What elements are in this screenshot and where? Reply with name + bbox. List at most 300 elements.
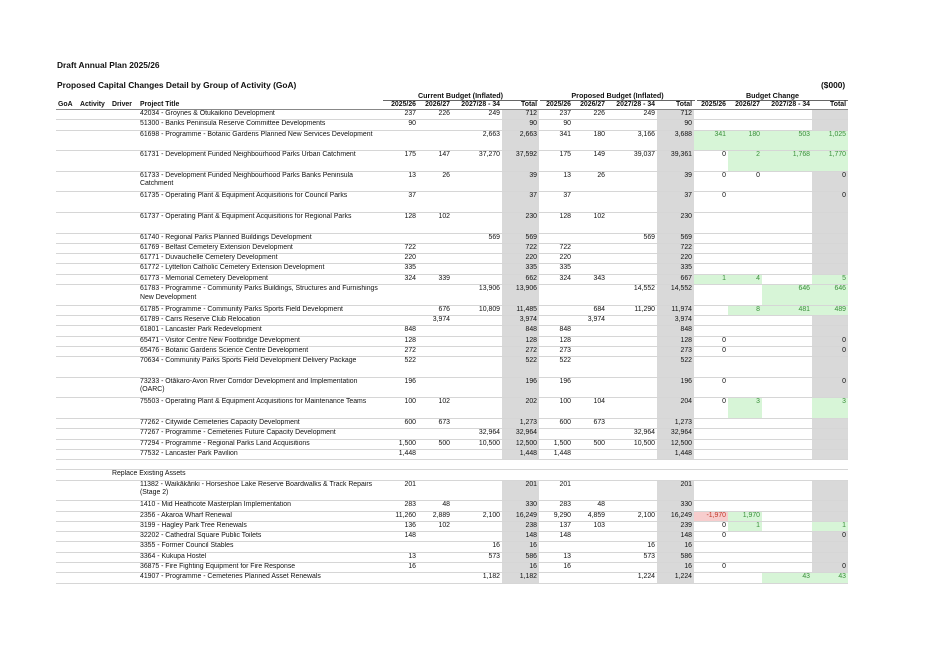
project-title-cell: 11382 - Waikākāriki - Horseshoe Lake Reserve Boardwalks & Track Repairs (Stage 2) xyxy=(138,480,384,501)
empty-cell xyxy=(110,233,138,243)
table-row xyxy=(56,429,848,439)
current-2027-28-34-cell xyxy=(452,501,502,511)
empty-cell xyxy=(78,480,110,501)
proposed-total-cell: 330 xyxy=(657,501,694,511)
current-2025-26-cell xyxy=(384,573,418,583)
empty-cell xyxy=(78,305,110,315)
proposed-2027-28-34-cell xyxy=(607,212,657,233)
table-row xyxy=(56,120,848,130)
empty-cell xyxy=(78,449,110,459)
proposed-2027-28-34-cell xyxy=(607,377,657,398)
proposed-2025-26-cell: 128 xyxy=(539,212,573,233)
change-total-cell xyxy=(812,315,848,325)
empty-cell xyxy=(110,563,138,573)
proposed-2025-26-cell: 237 xyxy=(539,110,573,120)
empty-cell xyxy=(110,171,138,192)
empty-cell xyxy=(110,326,138,336)
empty-cell xyxy=(110,274,138,284)
change-2025-26-cell xyxy=(694,110,728,120)
col-goa: GoA xyxy=(56,100,78,110)
empty-cell xyxy=(78,439,110,449)
table-row xyxy=(56,439,848,449)
col-current-2026-27: 2026/27 xyxy=(418,100,452,110)
proposed-2027-28-34-cell: 573 xyxy=(607,552,657,562)
project-title-cell: 70634 - Community Parks Sports Field Development Delivery Package xyxy=(138,357,384,378)
change-2027-28-34-cell xyxy=(762,398,812,419)
change-total-cell xyxy=(812,233,848,243)
change-2026-27-cell xyxy=(728,573,762,583)
table-row xyxy=(56,552,848,562)
current-2027-28-34-cell xyxy=(452,120,502,130)
proposed-2027-28-34-cell: 1,224 xyxy=(607,573,657,583)
change-2027-28-34-cell xyxy=(762,511,812,521)
current-2026-27-cell xyxy=(418,377,452,398)
change-total-cell xyxy=(812,110,848,120)
change-2027-28-34-cell xyxy=(762,377,812,398)
current-2027-28-34-cell xyxy=(452,315,502,325)
change-total-cell xyxy=(812,501,848,511)
empty-cell xyxy=(110,120,138,130)
proposed-2026-27-cell xyxy=(573,532,607,542)
current-2026-27-cell xyxy=(418,336,452,346)
project-title-cell: 61735 - Operating Plant & Equipment Acquisitions for Council Parks xyxy=(138,192,384,213)
change-2026-27-cell: 3 xyxy=(728,398,762,419)
empty-cell xyxy=(110,573,138,583)
current-2027-28-34-cell: 573 xyxy=(452,552,502,562)
proposed-2026-27-cell: 226 xyxy=(573,110,607,120)
current-total-cell: 848 xyxy=(502,326,539,336)
empty-cell xyxy=(56,357,78,378)
current-total-cell: 128 xyxy=(502,336,539,346)
current-2025-26-cell: 90 xyxy=(384,120,418,130)
proposed-total-cell: 569 xyxy=(657,233,694,243)
current-2025-26-cell: 16 xyxy=(384,563,418,573)
col-proposed-2027-28-34: 2027/28 - 34 xyxy=(607,100,657,110)
empty-cell xyxy=(78,233,110,243)
change-2025-26-cell xyxy=(694,315,728,325)
empty-cell xyxy=(110,449,138,459)
change-2025-26-cell xyxy=(694,542,728,552)
proposed-2026-27-cell: 673 xyxy=(573,418,607,428)
proposed-2027-28-34-cell: 11,290 xyxy=(607,305,657,315)
change-2026-27-cell xyxy=(728,212,762,233)
proposed-2026-27-cell: 4,859 xyxy=(573,511,607,521)
proposed-total-cell: 335 xyxy=(657,264,694,274)
proposed-2026-27-cell xyxy=(573,429,607,439)
change-2027-28-34-cell xyxy=(762,120,812,130)
empty-cell xyxy=(110,439,138,449)
proposed-2026-27-cell xyxy=(573,254,607,264)
change-2025-26-cell xyxy=(694,418,728,428)
proposed-total-cell: 667 xyxy=(657,274,694,284)
current-2027-28-34-cell: 1,182 xyxy=(452,573,502,583)
change-total-cell xyxy=(812,480,848,501)
change-2027-28-34-cell xyxy=(762,110,812,120)
change-2025-26-cell: 0 xyxy=(694,377,728,398)
empty-cell xyxy=(56,305,78,315)
proposed-2025-26-cell: 273 xyxy=(539,346,573,356)
current-2026-27-cell xyxy=(418,449,452,459)
proposed-2025-26-cell: 201 xyxy=(539,480,573,501)
empty-cell xyxy=(56,212,78,233)
proposed-total-cell: 148 xyxy=(657,532,694,542)
table-row xyxy=(56,532,848,542)
empty-cell xyxy=(78,563,110,573)
proposed-total-cell: 16,249 xyxy=(657,511,694,521)
current-total-cell: 148 xyxy=(502,532,539,542)
change-2027-28-34-cell: 43 xyxy=(762,573,812,583)
proposed-budget-group-header: Proposed Budget (Inflated) xyxy=(540,91,695,101)
current-2026-27-cell: 102 xyxy=(418,212,452,233)
change-2027-28-34-cell xyxy=(762,563,812,573)
empty-cell xyxy=(78,511,110,521)
budget-change-group-header: Budget Change xyxy=(697,91,848,101)
document-title: Draft Annual Plan 2025/26 xyxy=(57,60,160,70)
proposed-total-cell: 37 xyxy=(657,192,694,213)
project-title-cell: 3355 - Former Council Stables xyxy=(138,542,384,552)
change-total-cell xyxy=(812,212,848,233)
proposed-total-cell: 16 xyxy=(657,542,694,552)
proposed-total-cell: 16 xyxy=(657,563,694,573)
table-row xyxy=(56,336,848,346)
current-2026-27-cell xyxy=(418,480,452,501)
project-title-cell: 75503 - Operating Plant & Equipment Acquisitions for Maintenance Teams xyxy=(138,398,384,419)
empty-cell xyxy=(56,563,78,573)
proposed-2025-26-cell: 90 xyxy=(539,120,573,130)
empty-cell xyxy=(78,398,110,419)
table-row xyxy=(56,171,848,192)
change-total-cell xyxy=(812,243,848,253)
change-2025-26-cell: -1,970 xyxy=(694,511,728,521)
empty-cell xyxy=(56,120,78,130)
change-total-cell: 43 xyxy=(812,573,848,583)
empty-cell xyxy=(78,336,110,346)
proposed-2027-28-34-cell xyxy=(607,336,657,346)
current-budget-group-header: Current Budget (Inflated) xyxy=(383,91,538,101)
current-2025-26-cell: 324 xyxy=(384,274,418,284)
empty-cell xyxy=(78,264,110,274)
change-total-cell xyxy=(812,418,848,428)
table-row xyxy=(56,130,848,151)
current-2025-26-cell: 13 xyxy=(384,171,418,192)
empty-cell xyxy=(78,192,110,213)
proposed-2027-28-34-cell: 569 xyxy=(607,233,657,243)
change-2027-28-34-cell xyxy=(762,254,812,264)
empty-cell xyxy=(78,110,110,120)
project-title-cell: 1410 - Mid Heathcote Masterplan Implementation xyxy=(138,501,384,511)
empty-cell xyxy=(56,130,78,151)
empty-cell xyxy=(110,130,138,151)
current-2025-26-cell: 522 xyxy=(384,357,418,378)
empty-cell xyxy=(56,254,78,264)
change-2026-27-cell xyxy=(728,120,762,130)
proposed-total-cell: 128 xyxy=(657,336,694,346)
proposed-2025-26-cell xyxy=(539,285,573,306)
change-2027-28-34-cell xyxy=(762,274,812,284)
current-2027-28-34-cell xyxy=(452,521,502,531)
current-total-cell: 662 xyxy=(502,274,539,284)
current-2027-28-34-cell xyxy=(452,346,502,356)
change-2025-26-cell xyxy=(694,254,728,264)
project-title-cell: 61783 - Programme - Community Parks Buildings, Structures and Furnishings New Development xyxy=(138,285,384,306)
spacer-row xyxy=(56,460,848,470)
project-title-cell: 51300 - Banks Peninsula Reserve Committee Developments xyxy=(138,120,384,130)
change-2025-26-cell: 0 xyxy=(694,151,728,172)
change-2025-26-cell xyxy=(694,449,728,459)
current-2026-27-cell xyxy=(418,357,452,378)
project-title-cell: 3364 - Kukupa Hostel xyxy=(138,552,384,562)
empty-cell xyxy=(56,398,78,419)
change-total-cell: 0 xyxy=(812,346,848,356)
current-2025-26-cell: 237 xyxy=(384,110,418,120)
empty-cell xyxy=(110,521,138,531)
empty-cell xyxy=(78,552,110,562)
current-2025-26-cell xyxy=(384,542,418,552)
current-2026-27-cell xyxy=(418,552,452,562)
proposed-2025-26-cell xyxy=(539,305,573,315)
current-2027-28-34-cell xyxy=(452,563,502,573)
table-row xyxy=(56,480,848,501)
change-2027-28-34-cell: 503 xyxy=(762,130,812,151)
proposed-2025-26-cell: 13 xyxy=(539,552,573,562)
proposed-total-cell: 722 xyxy=(657,243,694,253)
proposed-2026-27-cell xyxy=(573,346,607,356)
empty-cell xyxy=(110,336,138,346)
project-title-cell: 36875 - Fire Fighting Equipment for Fire Response xyxy=(138,563,384,573)
change-2026-27-cell xyxy=(728,192,762,213)
empty-cell xyxy=(110,532,138,542)
col-change-2025-26: 2025/26 xyxy=(694,100,728,110)
current-2026-27-cell xyxy=(418,563,452,573)
table-row xyxy=(56,151,848,172)
current-2027-28-34-cell xyxy=(452,357,502,378)
current-2025-26-cell: 201 xyxy=(384,480,418,501)
change-total-cell xyxy=(812,254,848,264)
project-title-cell: 2356 - Akaroa Wharf Renewal xyxy=(138,511,384,521)
project-title-cell: 77532 - Lancaster Park Pavilion xyxy=(138,449,384,459)
change-total-cell xyxy=(812,511,848,521)
table-row xyxy=(56,501,848,511)
project-title-cell: 61731 - Development Funded Neighbourhood Parks Urban Catchment xyxy=(138,151,384,172)
current-2025-26-cell: 272 xyxy=(384,346,418,356)
empty-cell xyxy=(78,377,110,398)
empty-cell xyxy=(56,573,78,583)
proposed-2027-28-34-cell: 10,500 xyxy=(607,439,657,449)
proposed-2026-27-cell: 180 xyxy=(573,130,607,151)
change-2025-26-cell xyxy=(694,326,728,336)
empty-cell xyxy=(56,326,78,336)
proposed-2025-26-cell: 522 xyxy=(539,357,573,378)
project-title-cell: 61737 - Operating Plant & Equipment Acquisitions for Regional Parks xyxy=(138,212,384,233)
project-title-cell: 61769 - Belfast Cemetery Extension Development xyxy=(138,243,384,253)
empty-cell xyxy=(110,552,138,562)
proposed-2025-26-cell xyxy=(539,315,573,325)
current-2026-27-cell xyxy=(418,429,452,439)
empty-cell xyxy=(78,542,110,552)
current-2025-26-cell: 37 xyxy=(384,192,418,213)
empty-cell xyxy=(110,501,138,511)
current-2026-27-cell: 26 xyxy=(418,171,452,192)
proposed-2026-27-cell xyxy=(573,243,607,253)
table-row xyxy=(56,521,848,531)
current-total-cell: 37 xyxy=(502,192,539,213)
change-2026-27-cell: 1,970 xyxy=(728,511,762,521)
change-total-cell: 489 xyxy=(812,305,848,315)
current-2025-26-cell: 220 xyxy=(384,254,418,264)
table-row xyxy=(56,233,848,243)
proposed-total-cell: 220 xyxy=(657,254,694,264)
change-2027-28-34-cell xyxy=(762,357,812,378)
change-total-cell xyxy=(812,120,848,130)
proposed-2026-27-cell xyxy=(573,563,607,573)
proposed-2025-26-cell: 137 xyxy=(539,521,573,531)
capital-changes-table xyxy=(56,100,848,584)
change-total-cell xyxy=(812,439,848,449)
change-2026-27-cell: 8 xyxy=(728,305,762,315)
proposed-2025-26-cell: 335 xyxy=(539,264,573,274)
empty-cell xyxy=(110,254,138,264)
empty-cell xyxy=(56,532,78,542)
change-total-cell: 0 xyxy=(812,336,848,346)
change-total-cell: 646 xyxy=(812,285,848,306)
change-2025-26-cell: 0 xyxy=(694,346,728,356)
empty-cell xyxy=(78,326,110,336)
proposed-total-cell: 201 xyxy=(657,480,694,501)
empty-cell xyxy=(56,243,78,253)
change-total-cell: 1 xyxy=(812,521,848,531)
empty-cell xyxy=(56,480,78,501)
proposed-2026-27-cell: 500 xyxy=(573,439,607,449)
change-2026-27-cell xyxy=(728,346,762,356)
current-total-cell: 230 xyxy=(502,212,539,233)
current-2027-28-34-cell: 10,809 xyxy=(452,305,502,315)
current-2025-26-cell xyxy=(384,305,418,315)
project-title-cell: 61698 - Programme - Botanic Gardens Planned New Services Development xyxy=(138,130,384,151)
current-2025-26-cell: 148 xyxy=(384,532,418,542)
current-2027-28-34-cell xyxy=(452,336,502,346)
proposed-2025-26-cell: 37 xyxy=(539,192,573,213)
empty-cell xyxy=(78,130,110,151)
current-total-cell: 712 xyxy=(502,110,539,120)
current-total-cell: 39 xyxy=(502,171,539,192)
project-title-cell: 77294 - Programme - Regional Parks Land Acquisitions xyxy=(138,439,384,449)
current-2025-26-cell: 136 xyxy=(384,521,418,531)
col-current-total: Total xyxy=(502,100,539,110)
proposed-total-cell: 39,361 xyxy=(657,151,694,172)
current-2026-27-cell: 673 xyxy=(418,418,452,428)
proposed-2025-26-cell xyxy=(539,429,573,439)
current-2027-28-34-cell xyxy=(452,243,502,253)
proposed-2025-26-cell: 196 xyxy=(539,377,573,398)
current-total-cell: 201 xyxy=(502,480,539,501)
proposed-2026-27-cell: 102 xyxy=(573,212,607,233)
col-proposed-2025-26: 2025/26 xyxy=(539,100,573,110)
change-2027-28-34-cell xyxy=(762,521,812,531)
change-2025-26-cell: 1 xyxy=(694,274,728,284)
change-total-cell: 0 xyxy=(812,192,848,213)
empty-cell xyxy=(56,552,78,562)
change-2026-27-cell xyxy=(728,110,762,120)
project-title-cell: 65471 - Visitor Centre New Footbridge Development xyxy=(138,336,384,346)
proposed-2025-26-cell xyxy=(539,573,573,583)
project-title-cell: 32202 - Cathedral Square Public Toilets xyxy=(138,532,384,542)
change-2026-27-cell xyxy=(728,254,762,264)
change-2025-26-cell xyxy=(694,305,728,315)
table-row xyxy=(56,449,848,459)
change-2027-28-34-cell: 646 xyxy=(762,285,812,306)
table-row xyxy=(56,357,848,378)
table-row xyxy=(56,542,848,552)
current-total-cell: 37,592 xyxy=(502,151,539,172)
current-total-cell: 335 xyxy=(502,264,539,274)
change-2025-26-cell: 0 xyxy=(694,532,728,542)
change-2026-27-cell xyxy=(728,233,762,243)
change-2026-27-cell xyxy=(728,315,762,325)
proposed-2025-26-cell: 128 xyxy=(539,336,573,346)
empty-cell xyxy=(110,357,138,378)
empty-cell xyxy=(78,212,110,233)
current-2027-28-34-cell: 2,663 xyxy=(452,130,502,151)
proposed-2025-26-cell: 13 xyxy=(539,171,573,192)
proposed-2027-28-34-cell xyxy=(607,398,657,419)
change-2025-26-cell xyxy=(694,552,728,562)
proposed-2027-28-34-cell xyxy=(607,501,657,511)
proposed-total-cell: 39 xyxy=(657,171,694,192)
current-2026-27-cell xyxy=(418,532,452,542)
empty-cell xyxy=(56,336,78,346)
empty-cell xyxy=(56,264,78,274)
current-2025-26-cell: 11,260 xyxy=(384,511,418,521)
empty-cell xyxy=(56,285,78,306)
current-2025-26-cell: 335 xyxy=(384,264,418,274)
change-2026-27-cell xyxy=(728,449,762,459)
change-2026-27-cell: 2 xyxy=(728,151,762,172)
current-total-cell: 1,448 xyxy=(502,449,539,459)
proposed-2027-28-34-cell xyxy=(607,243,657,253)
proposed-2025-26-cell: 283 xyxy=(539,501,573,511)
proposed-total-cell: 14,552 xyxy=(657,285,694,306)
current-2025-26-cell: 100 xyxy=(384,398,418,419)
proposed-2026-27-cell: 26 xyxy=(573,171,607,192)
change-2026-27-cell xyxy=(728,563,762,573)
proposed-2026-27-cell: 104 xyxy=(573,398,607,419)
proposed-2026-27-cell: 3,974 xyxy=(573,315,607,325)
table-row xyxy=(56,243,848,253)
current-2027-28-34-cell: 10,500 xyxy=(452,439,502,449)
change-2027-28-34-cell: 1,768 xyxy=(762,151,812,172)
current-2027-28-34-cell xyxy=(452,449,502,459)
project-title-cell: 61740 - Regional Parks Planned Buildings Development xyxy=(138,233,384,243)
empty-cell xyxy=(56,439,78,449)
current-2025-26-cell: 848 xyxy=(384,326,418,336)
proposed-total-cell: 1,448 xyxy=(657,449,694,459)
project-title-cell: 77262 - Citywide Cemeteries Capacity Development xyxy=(138,418,384,428)
empty-cell xyxy=(56,501,78,511)
current-2026-27-cell: 48 xyxy=(418,501,452,511)
current-total-cell: 16,249 xyxy=(502,511,539,521)
empty-cell xyxy=(56,429,78,439)
proposed-2027-28-34-cell xyxy=(607,357,657,378)
proposed-total-cell: 11,974 xyxy=(657,305,694,315)
current-2026-27-cell: 2,889 xyxy=(418,511,452,521)
proposed-2025-26-cell: 100 xyxy=(539,398,573,419)
current-2027-28-34-cell xyxy=(452,212,502,233)
change-total-cell: 0 xyxy=(812,377,848,398)
proposed-2027-28-34-cell xyxy=(607,120,657,130)
change-total-cell xyxy=(812,429,848,439)
empty-cell xyxy=(110,346,138,356)
current-2025-26-cell: 13 xyxy=(384,552,418,562)
